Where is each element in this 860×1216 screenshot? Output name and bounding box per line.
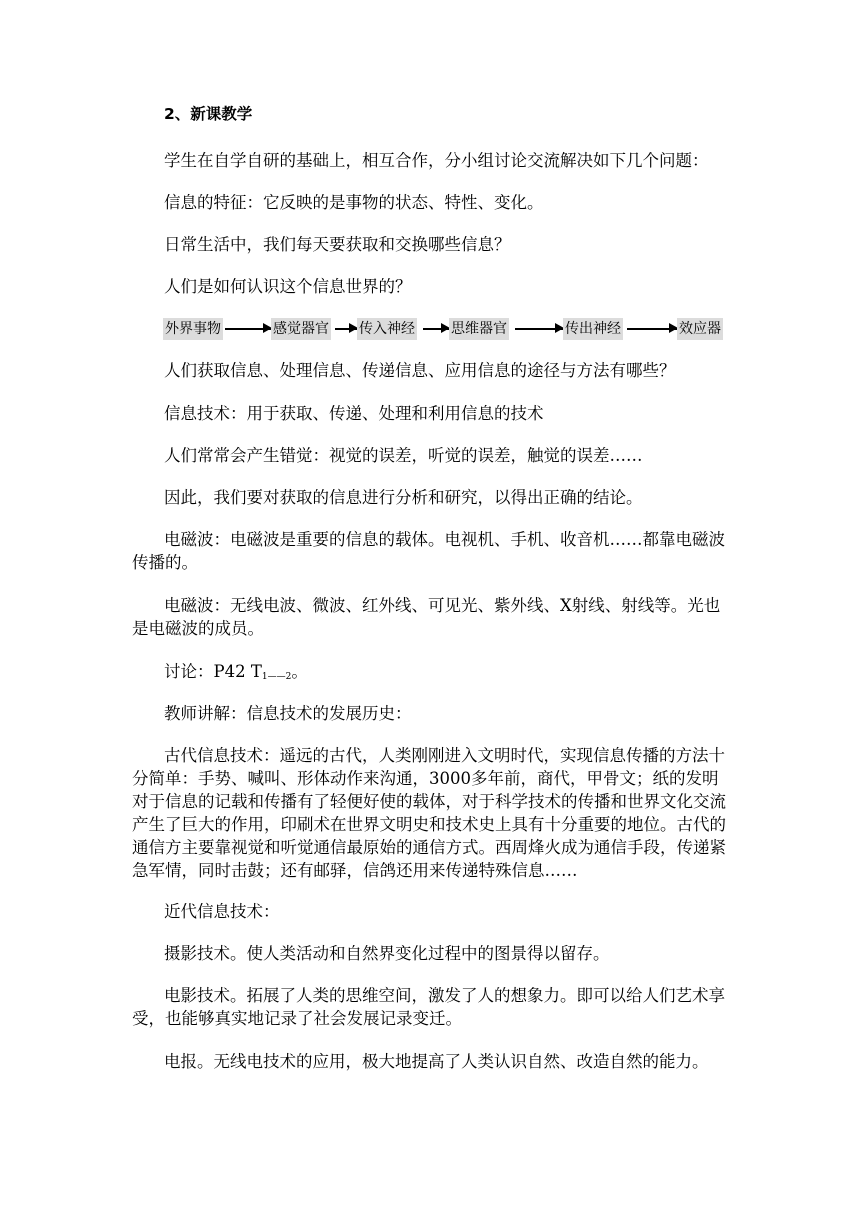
subscript-range: 1——2 — [261, 672, 292, 682]
flow-node: 外界事物 — [163, 318, 223, 340]
arrow-right-icon — [627, 328, 677, 330]
paragraph: 电磁波：电磁波是重要的信息的载体。电视机、手机、收音机……都靠电磁波传播的。 — [132, 530, 725, 572]
flow-node: 感觉器官 — [271, 318, 331, 340]
flow-node: 思维器官 — [449, 318, 509, 340]
paragraph: 人们常常会产生错觉：视觉的误差，听觉的误差，触觉的误差…… — [164, 446, 643, 465]
perception-flow-diagram — [163, 318, 727, 342]
paragraph: 人们是如何认识这个信息世界的？ — [164, 277, 412, 296]
section-heading: 2、新课教学 — [164, 105, 253, 123]
flow-node: 效应器 — [677, 318, 723, 340]
flow-node: 传入神经 — [357, 318, 417, 340]
paragraph: 人们获取信息、处理信息、传递信息、应用信息的途径与方法有哪些？ — [164, 361, 676, 380]
paragraph: 古代信息技术：遥远的古代，人类刚刚进入文明时代，实现信息传播的方法十分简单：手势、喊叫、形体动作来沟通，3000多年前，商代，甲骨文；纸的发明对于信息的记载和传播有了轻便好使的载体，对于科学技术的传播和世界文化交流产生了巨大的作用，印刷术在世界文明史和技术史上具有十分重要的地位。古代的通信方主要靠视觉和听觉通信最原始的通信方式。西周烽火成为通信手段，传递紧急军情，同时击鼓；还有邮驿，信鸽还用来传递特殊信息…… — [132, 746, 726, 880]
discussion-end: 。 — [291, 662, 308, 681]
flow-node: 传出神经 — [563, 318, 623, 340]
paragraph: 近代信息技术： — [164, 902, 280, 921]
paragraph: 电报。无线电技术的应用，极大地提高了人类认识自然、改造自然的能力。 — [164, 1052, 709, 1071]
paragraph: 电磁波：无线电波、微波、红外线、可见光、紫外线、X射线、射线等。光也是电磁波的成员。 — [132, 596, 721, 638]
paragraph: 因此，我们要对获取的信息进行分析和研究，以得出正确的结论。 — [164, 488, 643, 507]
paragraph: 摄影技术。使人类活动和自然界变化过程中的图景得以留存。 — [164, 944, 610, 963]
paragraph: 学生在自学自研的基础上，相互合作，分小组讨论交流解决如下几个问题： — [164, 151, 709, 170]
paragraph: 信息技术：用于获取、传递、处理和利用信息的技术 — [164, 404, 544, 423]
arrow-right-icon — [515, 328, 563, 330]
paragraph: 日常生活中，我们每天要获取和交换哪些信息？ — [164, 235, 511, 254]
arrow-right-icon — [423, 328, 449, 330]
paragraph: 电影技术。拓展了人类的思维空间，激发了人的想象力。即可以给人们艺术享受，也能够真实地记录了社会发展记录变迁。 — [132, 986, 725, 1028]
arrow-right-icon — [225, 328, 271, 330]
paragraph: 信息的特征：它反映的是事物的状态、特性、变化。 — [164, 193, 544, 212]
discussion-line — [132, 660, 732, 689]
arrow-right-icon — [335, 328, 357, 330]
paragraph: 教师讲解：信息技术的发展历史： — [164, 704, 412, 723]
discussion-text: 讨论：P42 T — [164, 662, 262, 681]
